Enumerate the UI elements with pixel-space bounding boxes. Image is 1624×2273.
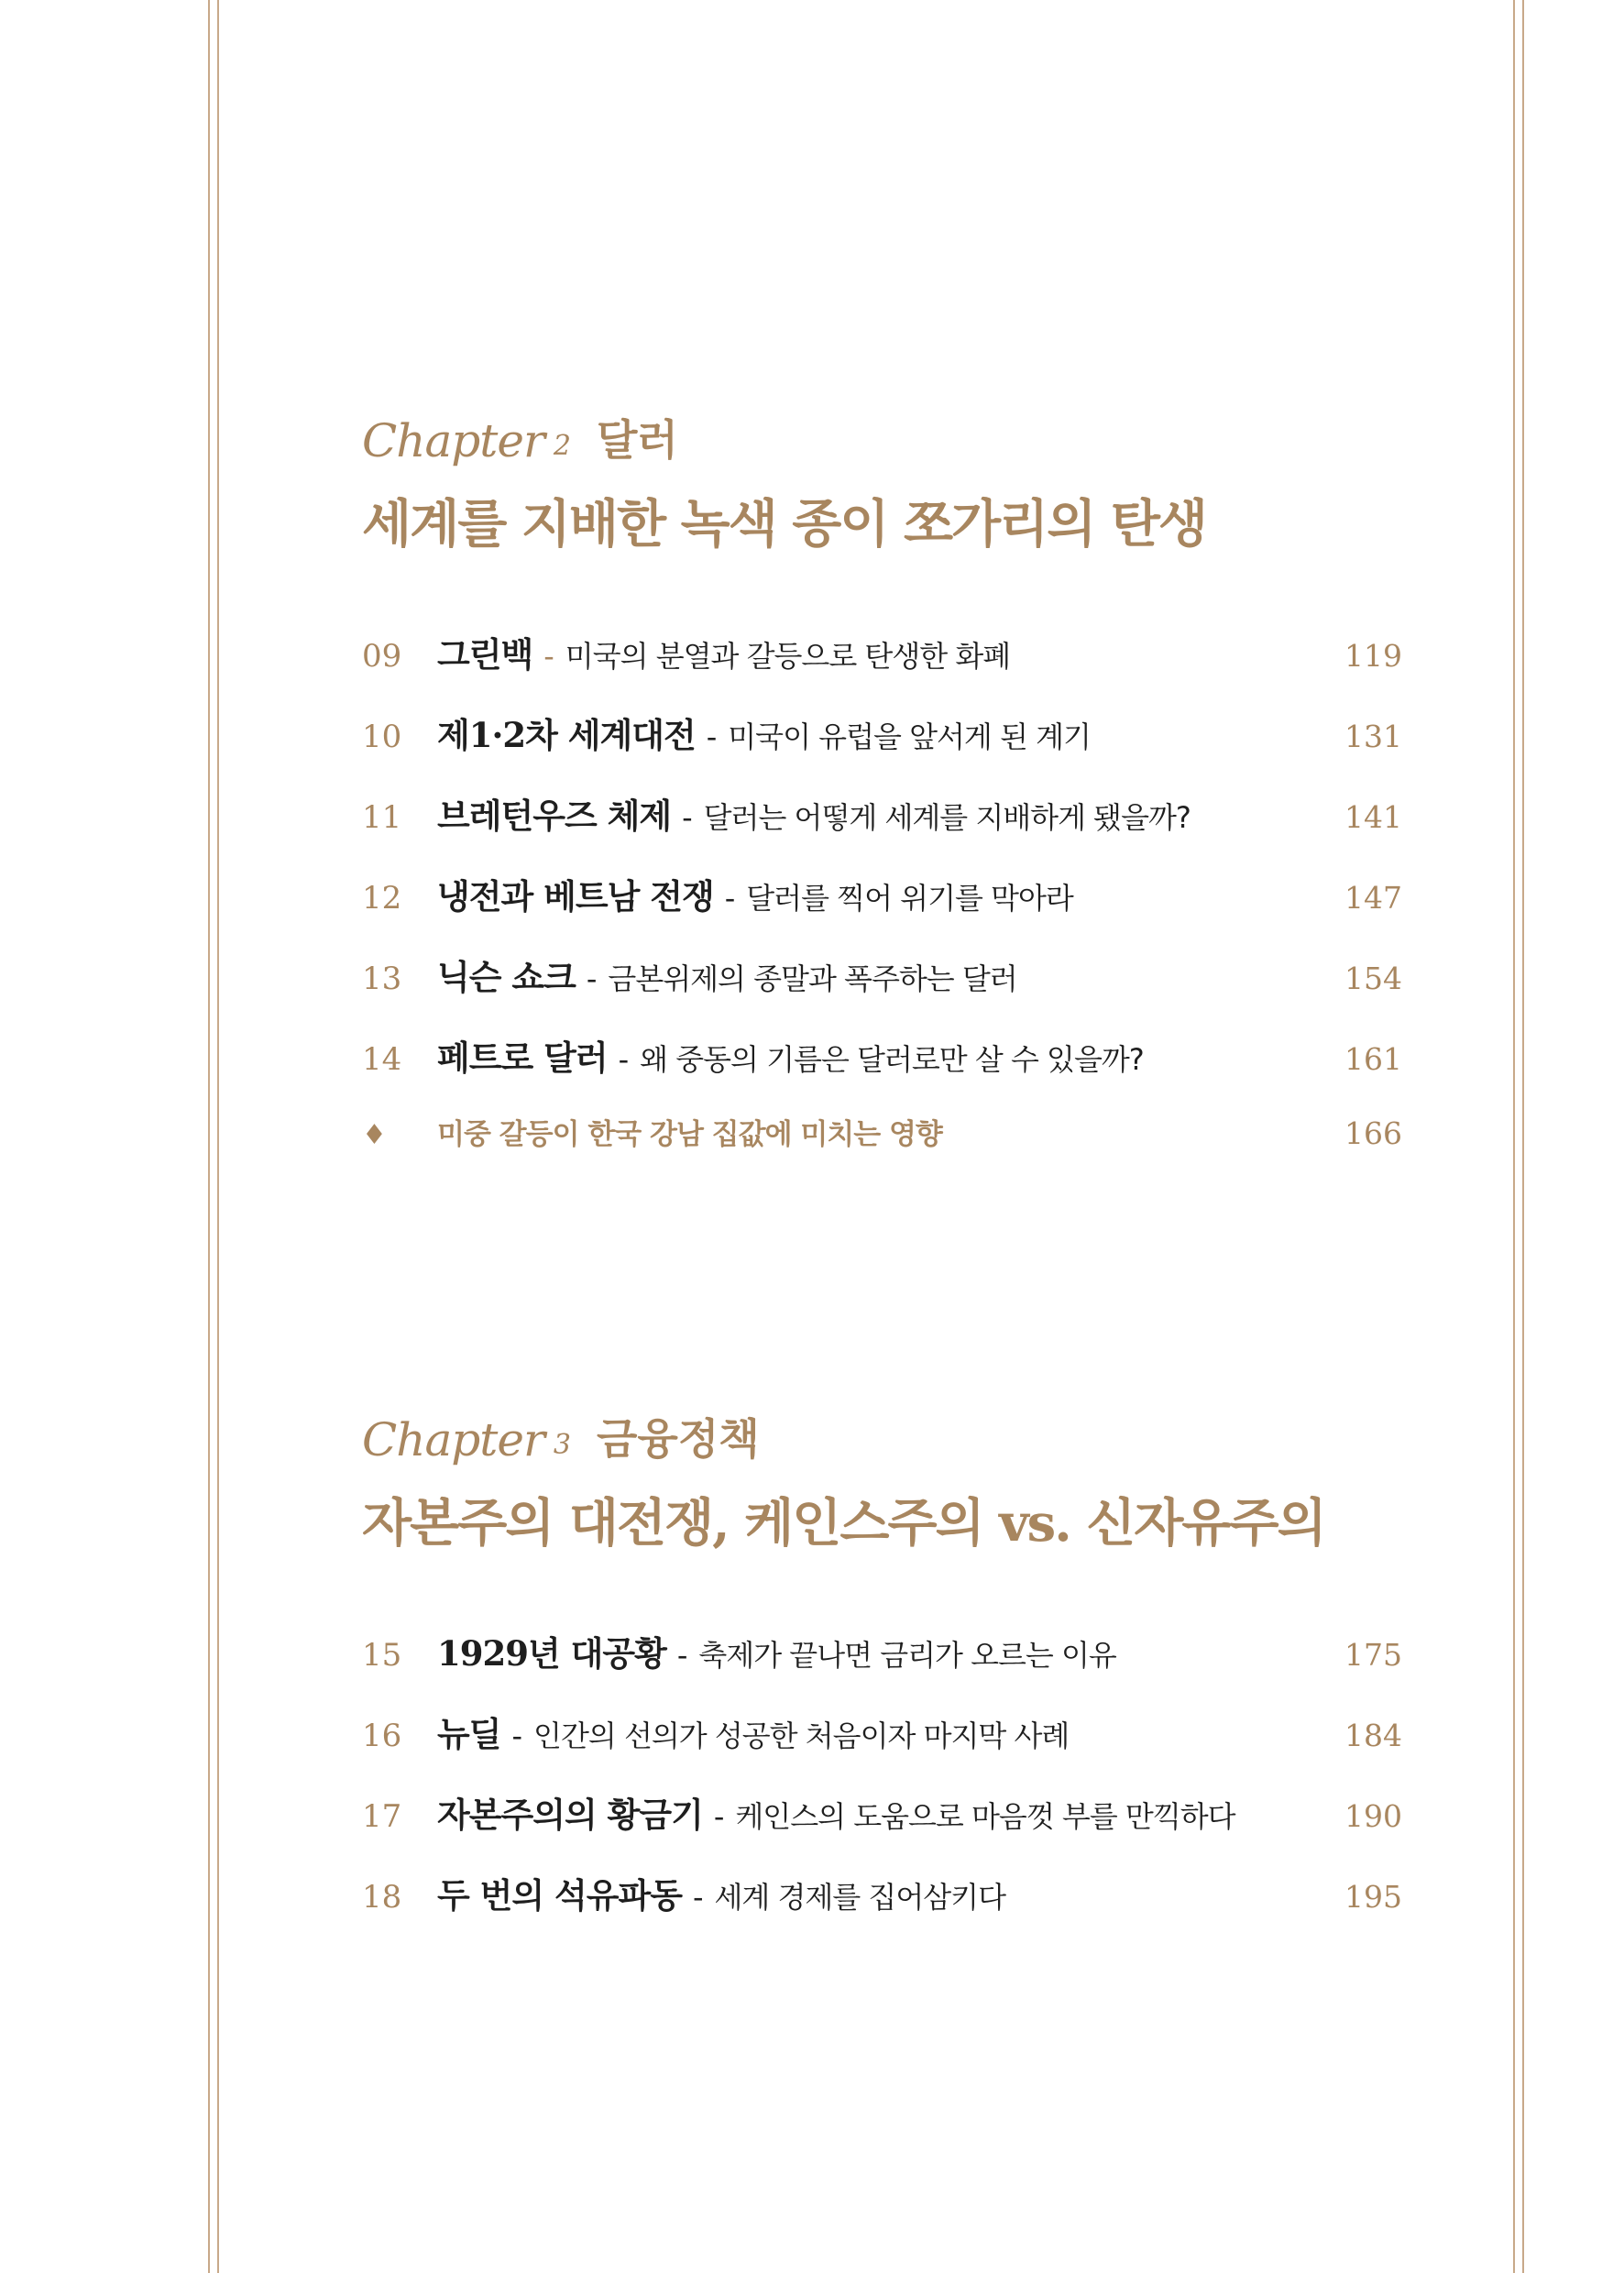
entry-separator: - <box>676 1638 688 1673</box>
chapter-label: Chapter <box>362 414 544 467</box>
entry-number: 10 <box>362 719 402 755</box>
entry-description: 금본위제의 종말과 폭주하는 달러 <box>608 961 1017 996</box>
chapter-2-section <box>362 394 1402 1191</box>
entry-number: 12 <box>362 880 402 917</box>
entry-page: 161 <box>1344 1041 1402 1077</box>
entry-separator: - <box>618 1042 630 1077</box>
entry-title: 1929년 대공황 <box>437 1633 666 1674</box>
entry-description: 세계 경제를 집어삼키다 <box>714 1880 1005 1915</box>
entry-page: 154 <box>1344 961 1402 996</box>
entry-separator: - <box>682 800 693 835</box>
toc-special-entry[interactable] <box>362 1111 1402 1191</box>
entry-number: 13 <box>362 961 402 997</box>
entry-page: 166 <box>1344 1115 1402 1151</box>
special-entry-title: 미중 갈등이 한국 강남 집값에 미치는 영향 <box>437 1118 942 1151</box>
entry-description: 미국의 분열과 갈등으로 탄생한 화폐 <box>565 639 1011 674</box>
entry-separator: - <box>586 961 598 996</box>
entry-number: 09 <box>362 638 402 675</box>
toc-list <box>362 627 1402 1191</box>
entry-number: 16 <box>362 1718 402 1754</box>
toc-entry[interactable] <box>362 1868 1402 1949</box>
entry-description: 달러를 찍어 위기를 막아라 <box>746 881 1073 916</box>
chapter-name: 금융정책 <box>596 1414 760 1464</box>
chapter-subtitle: 세계를 지배한 녹색 종이 쪼가리의 탄생 <box>362 494 1207 555</box>
entry-title: 뉴딜 <box>437 1714 501 1754</box>
entry-description: 인간의 선의가 성공한 처음이자 마지막 사례 <box>533 1718 1070 1753</box>
entry-title: 제1·2차 세계대전 <box>437 715 696 755</box>
entry-page: 131 <box>1344 719 1402 754</box>
entry-number: 15 <box>362 1637 402 1674</box>
diamond-icon: ♦ <box>362 1119 387 1151</box>
entry-page: 147 <box>1344 880 1402 916</box>
entry-page: 119 <box>1344 638 1402 674</box>
toc-list <box>362 1626 1402 1949</box>
chapter-heading <box>362 1393 1402 1466</box>
entry-page: 141 <box>1344 799 1402 835</box>
entry-number: 11 <box>362 799 402 836</box>
entry-number: 17 <box>362 1798 402 1835</box>
right-border-outer <box>1522 0 1524 2273</box>
chapter-subtitle: 자본주의 대전쟁, 케인스주의 vs. 신자유주의 <box>362 1493 1325 1554</box>
toc-entry[interactable] <box>362 1787 1402 1868</box>
chapter-number: 3 <box>553 1429 571 1461</box>
entry-description: 미국이 유럽을 앞서게 된 계기 <box>728 719 1091 754</box>
entry-title: 그린백 <box>437 634 533 675</box>
chapter-number: 2 <box>553 430 571 462</box>
entry-separator: - <box>692 1880 704 1915</box>
entry-number: 18 <box>362 1879 402 1916</box>
entry-title: 자본주의의 황금기 <box>437 1795 703 1835</box>
toc-entry[interactable] <box>362 950 1402 1030</box>
entry-title: 닉슨 쇼크 <box>437 957 576 997</box>
right-border-inner <box>1513 0 1515 2273</box>
toc-entry[interactable] <box>362 869 1402 950</box>
left-border-outer <box>208 0 210 2273</box>
chapter-label: Chapter <box>362 1413 544 1466</box>
entry-page: 175 <box>1344 1637 1402 1673</box>
toc-entry[interactable] <box>362 788 1402 869</box>
entry-separator: - <box>706 719 718 754</box>
entry-description: 왜 중동의 기름은 달러로만 살 수 있을까? <box>640 1042 1144 1077</box>
toc-entry[interactable] <box>362 1707 1402 1787</box>
entry-number: 14 <box>362 1041 402 1078</box>
toc-entry[interactable] <box>362 1626 1402 1707</box>
entry-page: 190 <box>1344 1798 1402 1834</box>
left-border-inner <box>217 0 219 2273</box>
entry-title: 두 번의 석유파동 <box>437 1875 682 1916</box>
entry-page: 195 <box>1344 1879 1402 1915</box>
entry-separator: - <box>543 639 554 674</box>
toc-entry[interactable] <box>362 627 1402 708</box>
toc-entry[interactable] <box>362 1030 1402 1111</box>
chapter-3-section <box>362 1393 1402 1949</box>
entry-separator: - <box>724 881 736 916</box>
entry-description: 케인스의 도움으로 마음껏 부를 만끽하다 <box>735 1799 1235 1834</box>
entry-title: 냉전과 베트남 전쟁 <box>437 876 714 917</box>
toc-entry[interactable] <box>362 708 1402 788</box>
chapter-heading <box>362 394 1402 467</box>
entry-title: 페트로 달러 <box>437 1038 608 1078</box>
chapter-name: 달러 <box>596 415 678 465</box>
entry-separator: - <box>511 1718 523 1753</box>
entry-page: 184 <box>1344 1718 1402 1753</box>
entry-description: 달러는 어떻게 세계를 지배하게 됐을까? <box>703 800 1191 835</box>
entry-title: 브레턴우즈 체제 <box>437 796 672 836</box>
entry-separator: - <box>713 1799 725 1834</box>
entry-description: 축제가 끝나면 금리가 오르는 이유 <box>698 1638 1116 1673</box>
